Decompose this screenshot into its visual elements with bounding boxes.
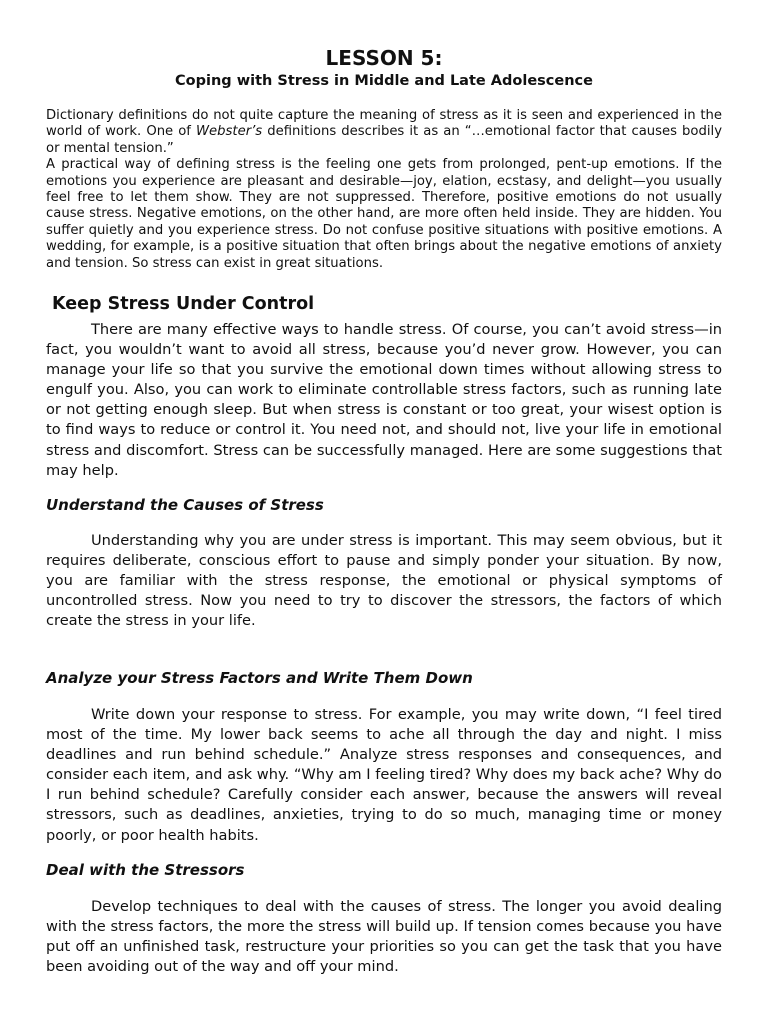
section-understand-causes-body: Understanding why you are under stress is important. This may seem obvious, but it requires deliberate, conscious effort to pause and simply ponder your situation. By now, you are familiar with the stress response, the emotional or physical symptoms of uncontrolled stress. Now you need to try to discover the stressors, the factors of which create the stress in your life. [46,532,722,630]
section-heading-understand-causes: Understand the Causes of Stress [46,496,324,514]
section-heading-keep-stress: Keep Stress Under Control [52,294,315,314]
section-deal-stressors-body: Develop techniques to deal with the causes of stress. The longer you avoid dealing with the stress factors, the more the stress will build up. If tension comes because you have put off an unfinished task, restructure your priorities so you can get the task that you have been avoiding out of the way and off your mind. [46,898,722,976]
intro-p1-text-start: Dictionary definitions do not quite capture the meaning of stress as it is seen and experienced in the world of work. One of [46,108,722,140]
section-keep-stress-body: There are many effective ways to handle stress. Of course, you can’t avoid stress—in fact, you wouldn’t want to avoid all stress, because you’d never grow. However, you can manage your life so that you survive the emotional down times without allowing stress to engulf you. Also, you can work to eliminate controllable stress factors, such as running late or not getting enough sleep. But when stress is constant or too great, your wisest option is to find ways to reduce or control it. You need not, and should not, live your life in emotional stress and discomfort. Stress can be successfully managed. Here are some suggestions that may help. [46,321,722,479]
intro-paragraph-1 [46,108,722,157]
section-analyze-factors-body: Write down your response to stress. For example, you may write down, “I feel tired most of the time. My lower back seems to ache all through the day and night. I miss deadlines and run behind schedule.” Analyze stress responses and consequences, and consider each item, and ask why. “Why am I feeling tired? Why does my back ache? Why do I run behind schedule? Carefully consider each answer, because the answers will reveal stressors, such as deadlines, anxieties, trying to do so much, managing time or money poorly, or poor health habits. [46,706,722,844]
lesson-subtitle: Coping with Stress in Middle and Late Adolescence [175,73,593,89]
intro-p1-text-end: definitions describes it as an “…emotional factor that causes bodily or mental tension.” [46,124,722,156]
section-heading-analyze-factors: Analyze your Stress Factors and Write Them Down [46,669,473,687]
intro-paragraph-2: A practical way of defining stress is the feeling one gets from prolonged, pent-up emotions. If the emotions you experience are pleasant and desirable—joy, elation, ecstasy, and delight—you usually feel free to let them show. They are not suppressed. Therefore, positive emotions do not usually cause stress. Negative emotions, on the other hand, are more often held inside. They are hidden. You suffer quietly and you experience stress. Do not confuse positive situations with positive emotions. A wedding, for example, is a positive situation that often brings about the negative emotions of anxiety and tension. So stress can exist in great situations. [46,157,722,271]
intro-block [46,108,722,272]
intro-p1-italic-source: Webster’s [196,124,263,140]
lesson-title: LESSON 5: [325,46,443,70]
section-heading-deal-stressors: Deal with the Stressors [46,861,245,879]
